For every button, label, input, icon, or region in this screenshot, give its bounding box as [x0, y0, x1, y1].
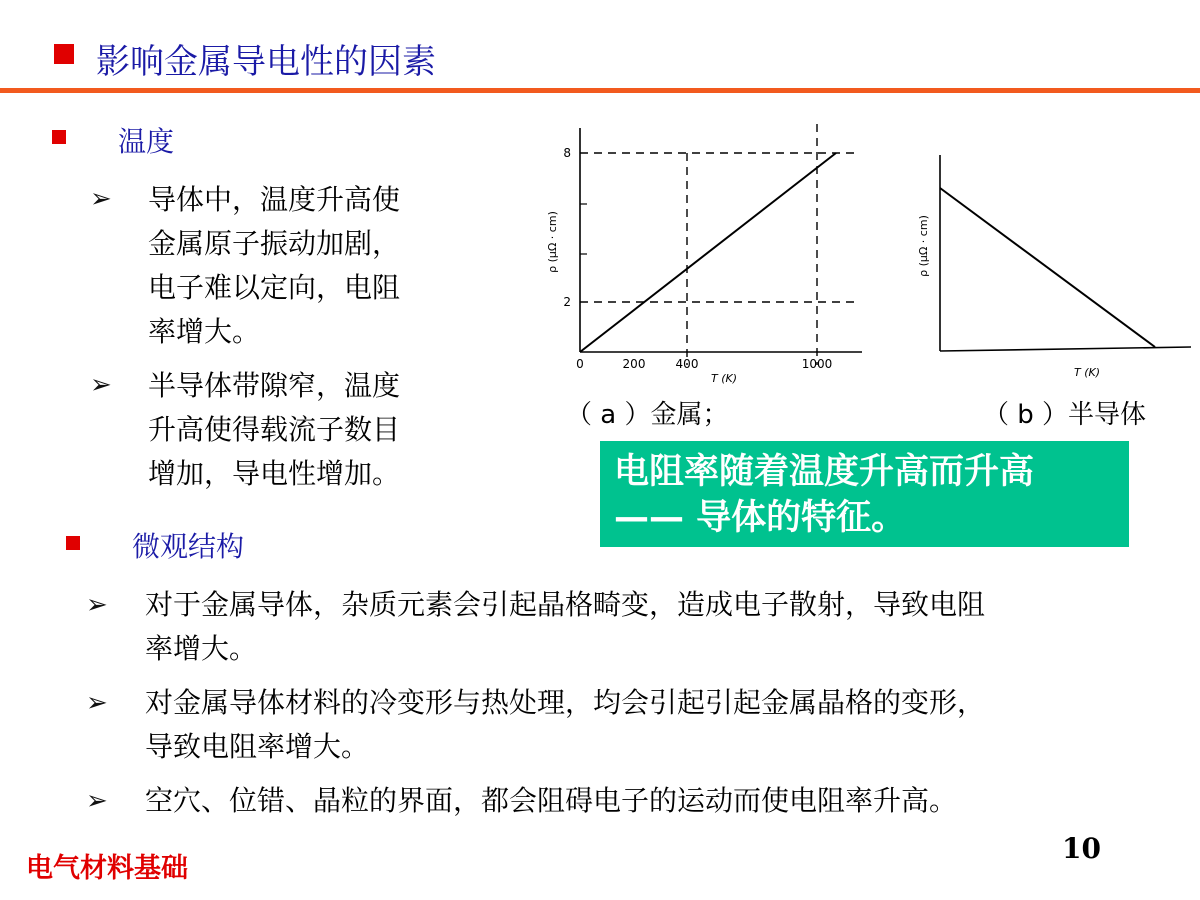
- text-line: 空穴、位错、晶粒的界面，都会阻碍电子的运动而使电阻率升高。: [145, 784, 958, 817]
- temperature-bullet-1: [148, 178, 400, 354]
- callout-text: [614, 449, 1034, 541]
- graph-b-caption: （ b ）半导体: [983, 400, 1147, 430]
- text-line: 半导体带隙窄，温度: [148, 369, 401, 402]
- section-microstructure-label: 微观结构: [132, 530, 245, 563]
- arrow-bullet-icon: ➢: [90, 184, 112, 214]
- arrow-bullet-icon: ➢: [90, 370, 112, 400]
- text-line: 金属原子振动加剧，: [148, 227, 401, 260]
- text-line: 升高使得载流子数目: [148, 413, 401, 446]
- page-title: 影响金属导电性的因素: [96, 42, 436, 82]
- text-line: 对于金属导体，杂质元素会引起晶格畸变，造成电子散射，导致电阻: [145, 588, 986, 621]
- title-bullet-square: [54, 44, 74, 64]
- y-axis-label: ρ (μΩ · cm): [917, 215, 930, 277]
- conductor-feature-callout: [600, 441, 1129, 547]
- x-tick-label: 0: [576, 357, 584, 371]
- arrow-bullet-icon: ➢: [86, 688, 108, 718]
- page-number: 10: [1062, 832, 1101, 865]
- y-axis-label: ρ (μΩ · cm): [546, 211, 559, 273]
- x-axis-label: T (K): [710, 372, 738, 385]
- metal-resistivity-line: [580, 153, 836, 352]
- x-tick-label: 1000: [801, 357, 833, 371]
- section-bullet-square: [52, 130, 66, 144]
- arrow-bullet-icon: ➢: [86, 786, 108, 816]
- microstructure-bullet-1: [145, 583, 985, 671]
- text-line: 率增大。: [148, 315, 261, 348]
- x-tick-label: 200: [622, 357, 646, 371]
- y-tick-label: 8: [563, 146, 571, 160]
- callout-line-2: —— 导体的特征。: [614, 498, 907, 538]
- callout-line-1: 电阻率随着温度升高而升高: [614, 452, 1035, 492]
- semiconductor-resistivity-graph: [905, 150, 1195, 390]
- section-temperature-label: 温度: [118, 125, 175, 158]
- x-tick-label: 400: [675, 357, 699, 371]
- arrow-bullet-icon: ➢: [86, 590, 108, 620]
- title-divider: [0, 88, 1200, 93]
- x-axis-label: T (K): [1073, 366, 1101, 379]
- section-bullet-square: [66, 536, 80, 550]
- semiconductor-resistivity-line: [940, 188, 1155, 347]
- y-tick-label: 2: [563, 295, 571, 309]
- microstructure-bullet-2: [145, 681, 985, 769]
- course-footer: 电气材料基础: [26, 853, 188, 884]
- temperature-bullet-2: [148, 364, 400, 496]
- metal-resistivity-graph: [530, 120, 870, 395]
- text-line: 导体中，温度升高使: [148, 183, 401, 216]
- text-line: 对金属导体材料的冷变形与热处理，均会引起引起金属晶格的变形，: [145, 686, 986, 719]
- text-line: 电子难以定向，电阻: [148, 271, 401, 304]
- text-line: 率增大。: [145, 632, 258, 665]
- text-line: 增加，导电性增加。: [148, 457, 401, 490]
- text-line: 导致电阻率增大。: [145, 730, 370, 763]
- x-axis: [940, 347, 1191, 351]
- graph-a-caption: （ a ）金属；: [566, 400, 729, 430]
- microstructure-bullet-3: [145, 779, 957, 823]
